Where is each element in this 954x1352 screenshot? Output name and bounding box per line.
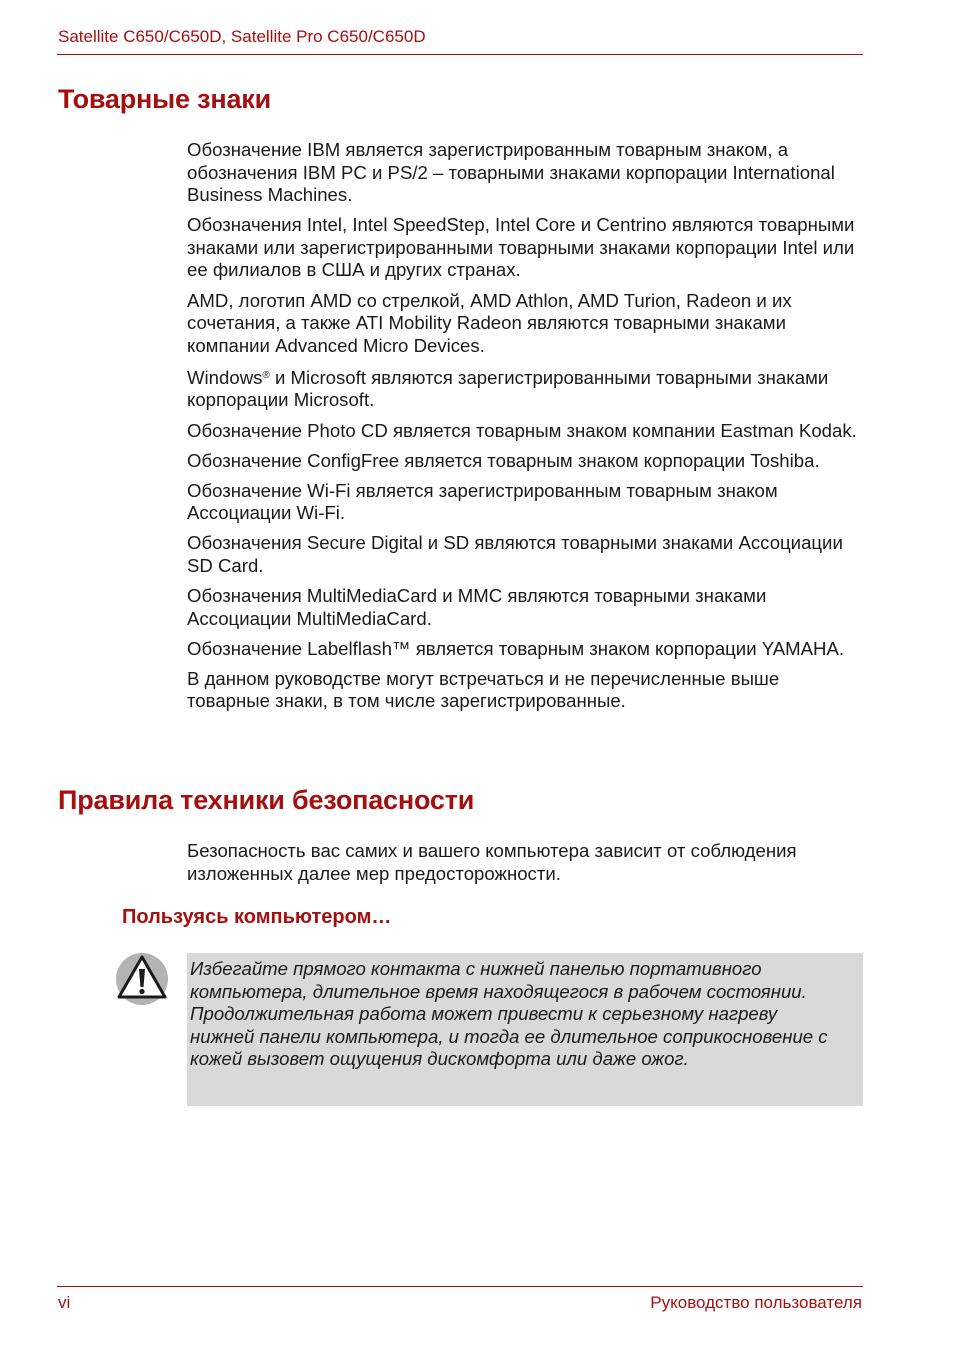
page-number: vi: [58, 1293, 71, 1312]
trademark-paragraph: Обозначение Photo CD является товарным знаком компании Eastman Kodak.: [187, 419, 857, 441]
trademark-paragraph: Обозначение Labelflash™ является товарным знаком корпорации YAMAHA.: [187, 637, 845, 659]
trademarks-body: [187, 139, 867, 721]
warning-triangle-icon: [114, 951, 170, 1007]
registered-mark: ®: [262, 369, 270, 381]
windows-word: Windows: [187, 366, 263, 388]
header-rule: [57, 54, 863, 55]
running-header: Satellite C650/C650D, Satellite Pro C650/C650D: [58, 27, 426, 46]
windows-rest: и Microsoft являются зарегистрированными товарными знаками корпорации Microsoft.: [187, 366, 829, 411]
trademark-paragraph: Обозначения Secure Digital и SD являются товарными знаками Ассоциации SD Card.: [187, 532, 843, 576]
trademark-paragraph: [187, 365, 867, 412]
trademark-paragraph: Обозначение IBM является зарегистрированным товарным знаком, а обозначения IBM PC и PS/2 – товарными знаками корпорации International Business Machines.: [187, 139, 835, 206]
safety-intro-text: Безопасность вас самих и вашего компьютера зависит от соблюдения изложенных далее мер предосторожности.: [187, 840, 797, 884]
trademark-paragraph: Обозначения Intel, Intel SpeedStep, Intel Core и Centrino являются товарными знаками или зарегистрированными товарными знаками корпорации Intel или ее филиалов в США и других странах.: [187, 214, 855, 281]
using-computer-subheading: Пользуясь компьютером…: [122, 906, 392, 928]
safety-intro: [187, 840, 867, 893]
trademark-paragraph: В данном руководстве могут встречаться и не перечисленные выше товарные знаки, в том числе зарегистрированные.: [187, 667, 780, 712]
trademark-paragraph: Обозначение Wi-Fi является зарегистрированным товарным знаком Ассоциации Wi-Fi.: [187, 479, 778, 524]
trademark-paragraph: AMD, логотип AMD со стрелкой, AMD Athlon, AMD Turion, Radeon и их сочетания, а также ATI Mobility Radeon являются товарными знаками компании Advanced Micro Devices.: [187, 289, 792, 356]
trademark-paragraph: Обозначение ConfigFree является товарным знаком корпорации Toshiba.: [187, 449, 820, 471]
footer-rule: [57, 1286, 863, 1287]
guide-title: Руководство пользователя: [650, 1293, 862, 1312]
warning-text: Избегайте прямого контакта с нижней панелью портативного компьютера, длительное время находящегося в рабочем состоянии. Продолжительная работа может привести к серьезному нагреву нижней панели компьютера, и тогда ее длительное соприкосновение с кожей вызовет ощущения дискомфорта или даже ожог.: [190, 958, 828, 1070]
trademark-paragraph: Обозначения MultiMediaCard и MMC являются товарными знаками Ассоциации MultiMediaCard.: [187, 585, 767, 629]
trademarks-heading: Товарные знаки: [58, 84, 271, 114]
safety-heading: Правила техники безопасности: [58, 785, 475, 815]
